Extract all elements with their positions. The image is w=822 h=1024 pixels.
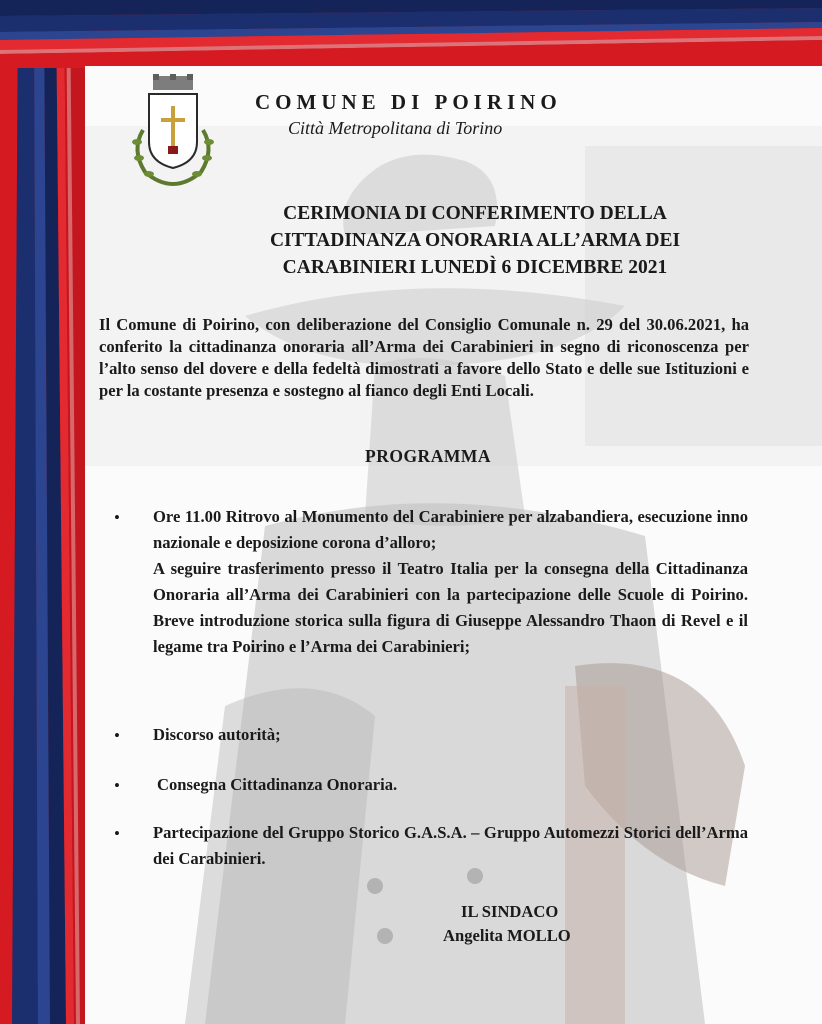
programma-heading: PROGRAMMA [365, 446, 492, 466]
frame-top-stripes [0, 0, 822, 68]
bullet-marker: • [114, 776, 120, 795]
title-line: CITTADINANZA ONORARIA ALL’ARMA DEI [269, 230, 681, 251]
bullet-marker: • [114, 726, 120, 745]
municipal-crest-emblem [123, 72, 223, 194]
program-item: Partecipazione del Gruppo Storico G.A.S.A. – Gruppo Automezzi Storici dell’Arma dei Carabinieri. [153, 823, 748, 868]
bullet-marker: • [114, 824, 120, 843]
title-line: CERIMONIA DI CONFERIMENTO DELLA [283, 203, 667, 224]
signature-role: IL SINDACO [461, 902, 559, 921]
ceremony-title [145, 200, 805, 281]
title-line: CARABINIERI LUNEDÌ 6 DICEMBRE 2021 [282, 257, 668, 278]
bullet-marker: • [114, 508, 120, 527]
document-page [85, 66, 822, 1024]
frame-left-stripes [0, 0, 90, 1024]
program-item-continuation: A seguire trasferimento presso il Teatro Italia per la consegna della Cittadinanza Onoraria all’Arma dei Carabinieri con la partecipazione delle Scuole di Poirino. Breve introduzione storica sulla figura di Giuseppe Alessandro Thaon di Revel e il legame tra Poirino e l’Arma dei Carabinieri; [153, 559, 748, 656]
signature-name: Angelita MOLLO [443, 926, 571, 945]
intro-paragraph: Il Comune di Poirino, con deliberazione del Consiglio Comunale n. 29 del 30.06.2021, ha conferito la cittadinanza onoraria all’Arma dei Carabinieri in segno di riconoscenza per l’alto senso del dovere e della fedeltà dimostrati a favore dello Stato e delle sue Istituzioni e per la costante presenza e sostegno al fianco degli Enti Locali. [99, 315, 749, 400]
program-item: Consegna Cittadinanza Onoraria. [157, 775, 398, 794]
comune-title: COMUNE DI POIRINO [255, 90, 562, 114]
program-item-text: Ore 11.00 Ritrovo al Monumento del Carabiniere per alzabandiera, esecuzione inno nazionale e deposizione corona d’alloro; [153, 507, 748, 552]
program-item [153, 504, 748, 660]
metro-subtitle: Città Metropolitana di Torino [288, 118, 503, 138]
program-item: Discorso autorità; [153, 725, 281, 744]
